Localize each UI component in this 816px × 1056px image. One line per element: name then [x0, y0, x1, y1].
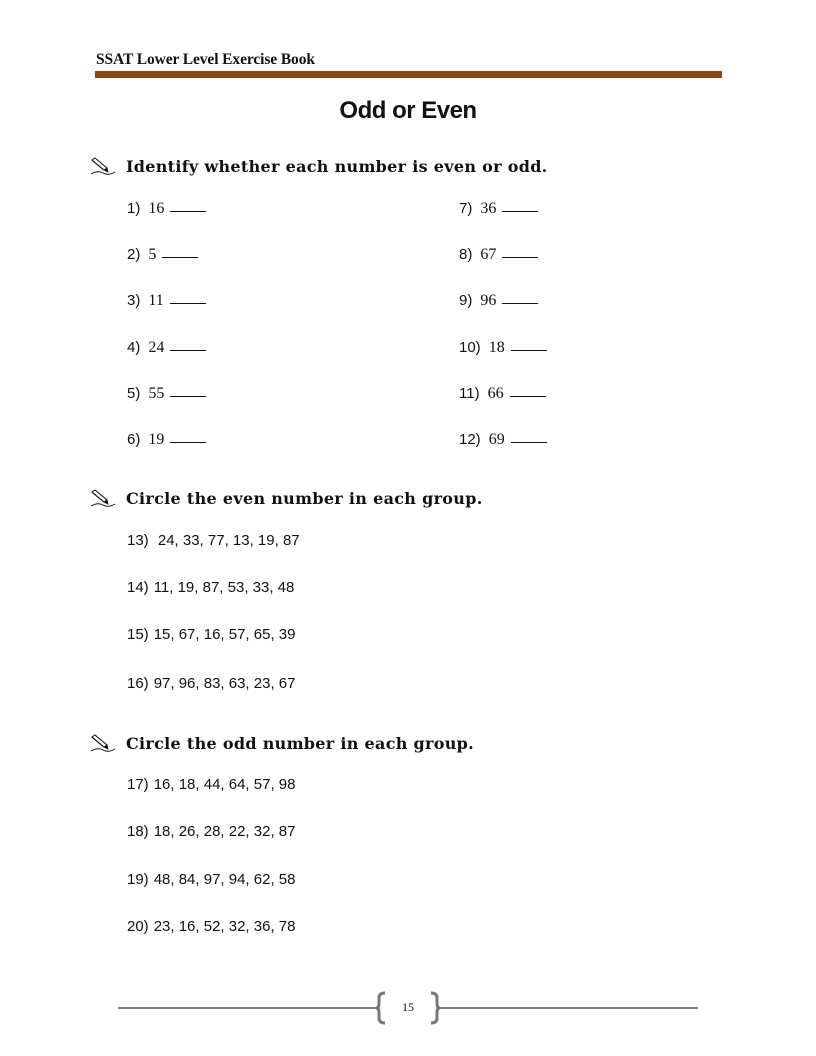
number-list: 15, 67, 16, 57, 65, 39	[153, 626, 296, 643]
question-number: 11)	[459, 385, 480, 402]
question-number: 9)	[459, 292, 473, 309]
question-7	[459, 200, 538, 218]
question-5	[127, 385, 206, 403]
header-rule	[95, 71, 722, 78]
answer-blank[interactable]	[511, 441, 547, 443]
question-value: 55	[148, 385, 165, 402]
question-8	[459, 246, 538, 264]
instruction-text: Circle the odd number in each group.	[126, 733, 475, 753]
group-13	[127, 532, 300, 549]
question-value: 5	[148, 246, 157, 263]
question-number: 17)	[127, 776, 149, 793]
instruction-odd	[90, 731, 474, 755]
number-list: 24, 33, 77, 13, 19, 87	[153, 532, 300, 549]
question-number: 6)	[127, 431, 141, 448]
answer-blank[interactable]	[502, 302, 538, 304]
footer-rule-right	[440, 1007, 698, 1009]
group-19	[127, 871, 295, 888]
question-value: 36	[480, 200, 497, 217]
instruction-text: Identify whether each number is even or odd.	[126, 156, 548, 176]
answer-blank[interactable]	[170, 210, 206, 212]
group-17	[127, 776, 295, 793]
instruction-text: Circle the even number in each group.	[126, 488, 483, 508]
question-value: 96	[480, 292, 497, 309]
question-number: 8)	[459, 246, 473, 263]
header-title: SSAT Lower Level Exercise Book	[96, 51, 315, 68]
question-number: 5)	[127, 385, 141, 402]
answer-blank[interactable]	[510, 395, 546, 397]
number-list: 23, 16, 52, 32, 36, 78	[153, 918, 296, 935]
answer-blank[interactable]	[511, 349, 547, 351]
question-11	[459, 385, 546, 403]
answer-blank[interactable]	[170, 349, 206, 351]
number-list: 97, 96, 83, 63, 23, 67	[153, 675, 296, 692]
question-value: 24	[148, 339, 165, 356]
question-6	[127, 431, 206, 449]
page-title: Odd or Even	[339, 97, 477, 124]
question-number: 16)	[127, 675, 149, 692]
question-number: 7)	[459, 200, 473, 217]
question-number: 10)	[459, 339, 481, 356]
left-brace-icon	[374, 991, 388, 1025]
group-15	[127, 626, 295, 643]
question-9	[459, 292, 538, 310]
footer-rule-left	[118, 1007, 376, 1009]
group-20	[127, 918, 295, 935]
number-list: 18, 26, 28, 22, 32, 87	[153, 823, 296, 840]
instruction-identify	[90, 154, 548, 178]
question-number: 13)	[127, 532, 149, 549]
question-3	[127, 292, 206, 310]
question-10	[459, 339, 547, 357]
group-18	[127, 823, 295, 840]
number-list: 48, 84, 97, 94, 62, 58	[153, 871, 296, 888]
question-value: 67	[480, 246, 497, 263]
question-value: 11	[148, 292, 164, 309]
question-value: 69	[488, 431, 505, 448]
number-list: 11, 19, 87, 53, 33, 48	[153, 579, 295, 596]
pencil-icon	[90, 733, 116, 753]
question-number: 2)	[127, 246, 141, 263]
question-number: 14)	[127, 579, 149, 596]
group-16	[127, 675, 295, 692]
question-number: 20)	[127, 918, 149, 935]
question-value: 16	[148, 200, 165, 217]
instruction-even	[90, 486, 483, 510]
question-12	[459, 431, 547, 449]
question-number: 15)	[127, 626, 149, 643]
question-1	[127, 200, 206, 218]
answer-blank[interactable]	[170, 441, 206, 443]
answer-blank[interactable]	[162, 256, 198, 258]
answer-blank[interactable]	[170, 395, 206, 397]
number-list: 16, 18, 44, 64, 57, 98	[153, 776, 296, 793]
page-number: 15	[402, 1000, 414, 1014]
question-number: 12)	[459, 431, 481, 448]
question-number: 3)	[127, 292, 141, 309]
question-number: 18)	[127, 823, 149, 840]
answer-blank[interactable]	[502, 210, 538, 212]
answer-blank[interactable]	[502, 256, 538, 258]
question-number: 1)	[127, 200, 141, 217]
answer-blank[interactable]	[170, 302, 206, 304]
pencil-icon	[90, 156, 116, 176]
group-14	[127, 579, 294, 596]
question-4	[127, 339, 206, 357]
question-number: 19)	[127, 871, 149, 888]
question-value: 66	[487, 385, 504, 402]
right-brace-icon	[428, 991, 442, 1025]
question-value: 18	[488, 339, 505, 356]
question-value: 19	[148, 431, 165, 448]
question-2	[127, 246, 198, 264]
pencil-icon	[90, 488, 116, 508]
question-number: 4)	[127, 339, 141, 356]
